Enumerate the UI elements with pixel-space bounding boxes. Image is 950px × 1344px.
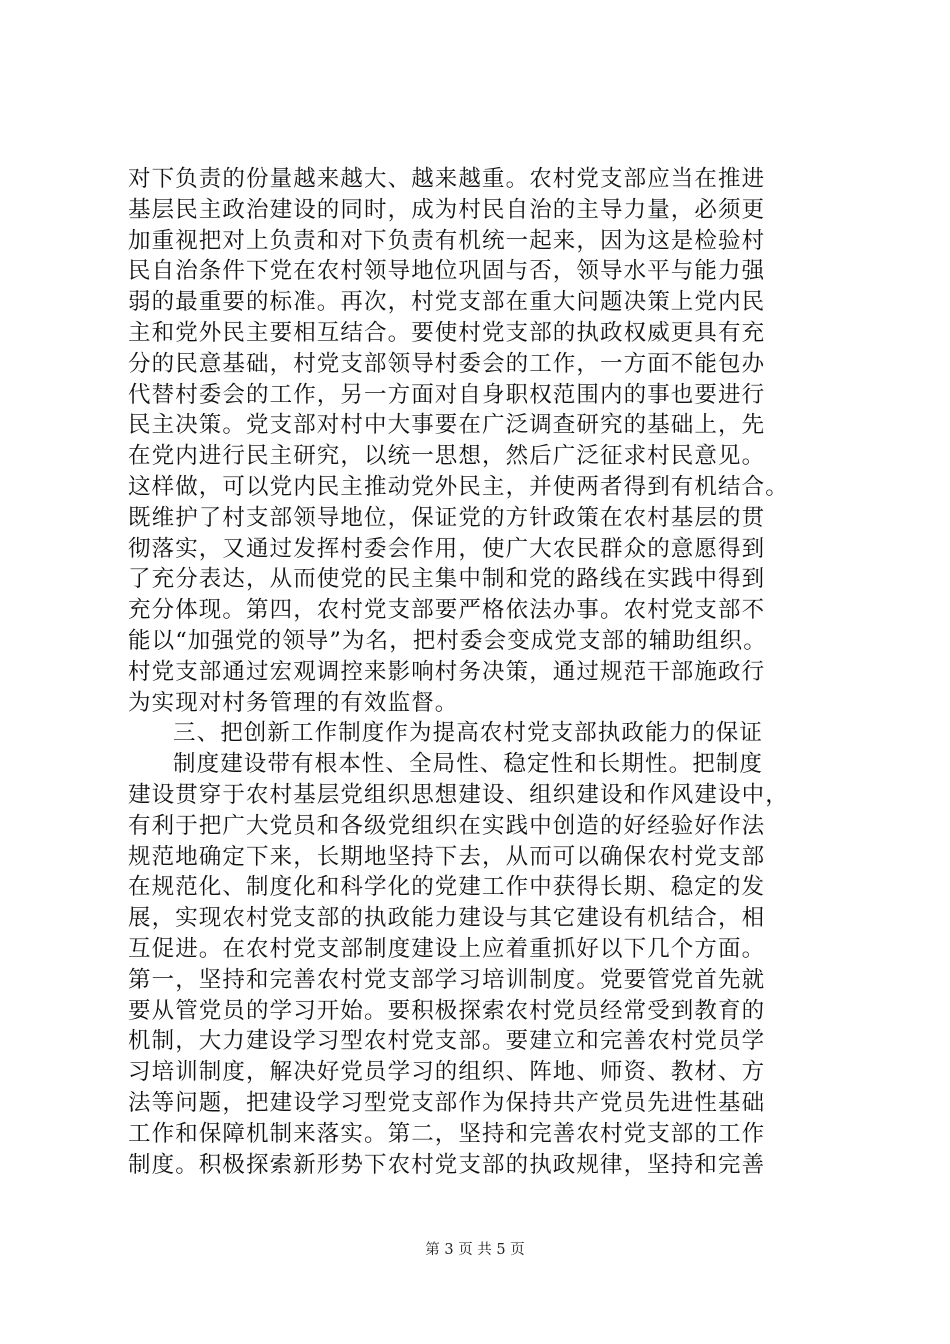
text-line: 规范地确定下来，长期地坚持下去，从而可以确保农村党支部	[128, 843, 766, 870]
section-heading: 三、把创新工作制度作为提高农村党支部执政能力的保证	[173, 720, 764, 747]
text-line: 既维护了村支部领导地位，保证党的方针政策在农村基层的贯	[128, 504, 766, 531]
text-line: 分的民意基础，村党支部领导村委会的工作，一方面不能包办	[128, 350, 766, 377]
text-line: 这样做，可以党内民主推动党外民主，并使两者得到有机结合。	[128, 473, 789, 500]
text-line: 对下负责的份量越来越大、越来越重。农村党支部应当在推进	[128, 166, 766, 192]
text-line: 村党支部通过宏观调控来影响村务决策，通过规范干部施政行	[128, 658, 766, 685]
text-line: 有利于把广大党员和各级党组织在实践中创造的好经验好作法	[128, 812, 766, 839]
text-line: 充分体现。第四，农村党支部要严格依法办事。农村党支部不	[128, 597, 766, 624]
text-line: 建设贯穿于农村基层党组织思想建设、组织建设和作风建设中，	[128, 781, 789, 808]
text-line: 法等问题，把建设学习型党支部作为保持共产党员先进性基础	[128, 1089, 766, 1116]
text-line: 要从管党员的学习开始。要积极探索农村党员经常受到教育的	[128, 997, 766, 1024]
text-line: 工作和保障机制来落实。第二，坚持和完善农村党支部的工作	[128, 1120, 766, 1147]
text-line: 制度。积极探索新形势下农村党支部的执政规律，坚持和完善	[128, 1151, 766, 1178]
text-line: 民主决策。党支部对村中大事要在广泛调查研究的基础上，先	[128, 412, 766, 439]
text-line: 第一，坚持和完善农村党支部学习培训制度。党要管党首先就	[128, 966, 766, 993]
text-line: 在党内进行民主研究，以统一思想，然后广泛征求村民意见。	[128, 443, 766, 470]
text-line: 展，实现农村党支部的执政能力建设与其它建设有机结合，相	[128, 905, 766, 932]
text-line: 彻落实，又通过发挥村委会作用，使广大农民群众的意愿得到	[128, 535, 766, 562]
text-line: 加重视把对上负责和对下负责有机统一起来，因为这是检验村	[128, 227, 766, 254]
text-line: 机制，大力建设学习型农村党支部。要建立和完善农村党员学	[128, 1028, 766, 1055]
text-line: 习培训制度，解决好党员学习的组织、阵地、师资、教材、方	[128, 1059, 766, 1086]
text-line: 能以“加强党的领导”为名，把村委会变成党支部的辅助组织。	[128, 627, 767, 654]
text-line: 民自治条件下党在农村领导地位巩固与否，领导水平与能力强	[128, 258, 766, 285]
text-line: 代替村委会的工作，另一方面对自身职权范围内的事也要进行	[128, 381, 766, 408]
text-line: 了充分表达，从而使党的民主集中制和党的路线在实践中得到	[128, 566, 766, 593]
text-line: 基层民主政治建设的同时，成为村民自治的主导力量，必须更	[128, 196, 766, 223]
page-number-footer: 第 3 页 共 5 页	[425, 1242, 525, 1258]
text-line: 互促进。在农村党支部制度建设上应着重抓好以下几个方面。	[128, 935, 766, 962]
text-line: 在规范化、制度化和科学化的党建工作中获得长期、稳定的发	[128, 874, 766, 901]
body-text	[128, 164, 828, 1180]
text-line: 为实现对村务管理的有效监督。	[128, 689, 459, 716]
text-line: 制度建设带有根本性、全局性、稳定性和长期性。把制度	[173, 751, 764, 778]
text-line: 弱的最重要的标准。再次，村党支部在重大问题决策上党内民	[128, 289, 766, 316]
text-line: 主和党外民主要相互结合。要使村党支部的执政权威更具有充	[128, 319, 766, 346]
